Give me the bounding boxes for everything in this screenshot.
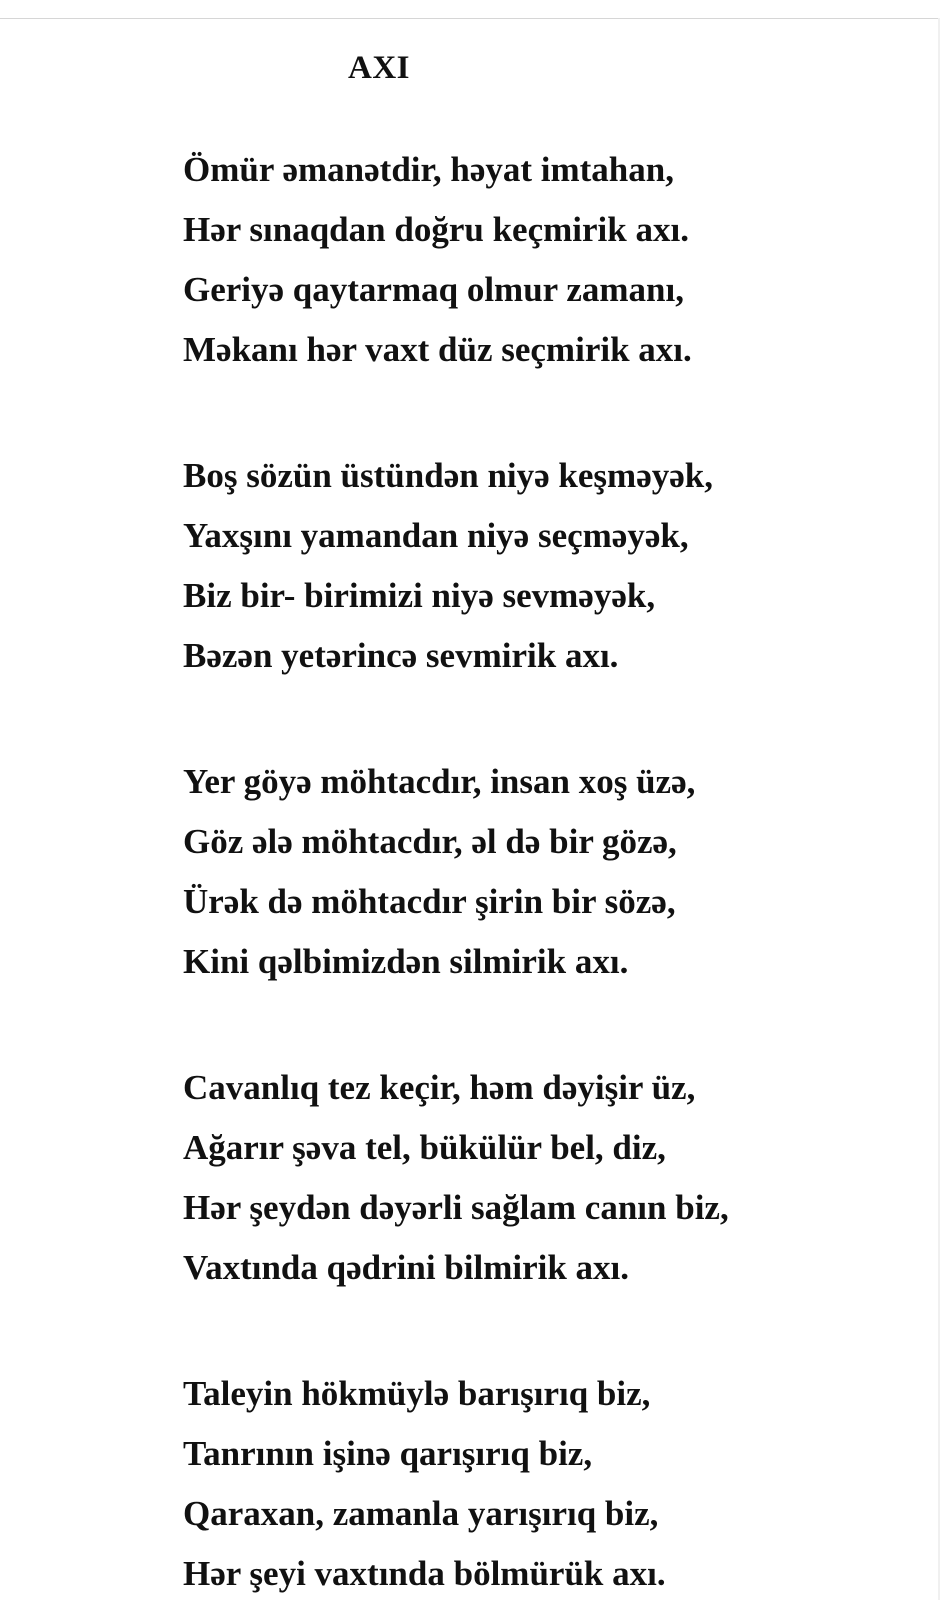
poem-line: Cavanlıq tez keçir, həm dəyişir üz, xyxy=(183,1068,696,1107)
poem-line: Ömür əmanətdir, həyat imtahan, xyxy=(183,150,674,189)
poem-line: Yaxşını yamandan niyə seçməyək, xyxy=(183,516,689,555)
poem-line: Taleyin hökmüylə barışırıq biz, xyxy=(183,1374,651,1413)
poem-line: Geriyə qaytarmaq olmur zamanı, xyxy=(183,270,684,309)
poem-title: AXI xyxy=(348,50,411,86)
poem-line: Qaraxan, zamanla yarışırıq biz, xyxy=(183,1494,659,1533)
poem-line: Göz ələ möhtacdır, əl də bir gözə, xyxy=(183,822,677,861)
poem-line: Boş sözün üstündən niyə keşməyək, xyxy=(183,456,713,495)
stanza-3 xyxy=(183,752,923,992)
poem-line: Vaxtında qədrini bilmirik axı. xyxy=(183,1248,630,1287)
top-divider xyxy=(0,18,940,19)
poem-line: Biz bir- birimizi niyə sevməyək, xyxy=(183,576,656,615)
stanza-2 xyxy=(183,446,923,686)
stanza-4 xyxy=(183,1058,923,1298)
poem-line: Hər sınaqdan doğru keçmirik axı. xyxy=(183,210,689,249)
poem-line: Bəzən yetərincə sevmirik axı. xyxy=(183,636,619,675)
poem-line: Yer göyə möhtacdır, insan xoş üzə, xyxy=(183,762,696,801)
poem-body xyxy=(183,140,923,1604)
stanza-5 xyxy=(183,1364,923,1604)
poem-line: Kini qəlbimizdən silmirik axı. xyxy=(183,942,629,981)
poem-line: Məkanı hər vaxt düz seçmirik axı. xyxy=(183,330,692,369)
poem-line: Tanrının işinə qarışırıq biz, xyxy=(183,1434,593,1473)
poem-line: Hər şeyi vaxtında bölmürük axı. xyxy=(183,1554,666,1593)
poem-line: Hər şeydən dəyərli sağlam canın biz, xyxy=(183,1188,729,1227)
poem-line: Ürək də möhtacdır şirin bir sözə, xyxy=(183,882,676,921)
stanza-1 xyxy=(183,140,923,380)
poem-line: Ağarır şəva tel, bükülür bel, diz, xyxy=(183,1128,666,1167)
